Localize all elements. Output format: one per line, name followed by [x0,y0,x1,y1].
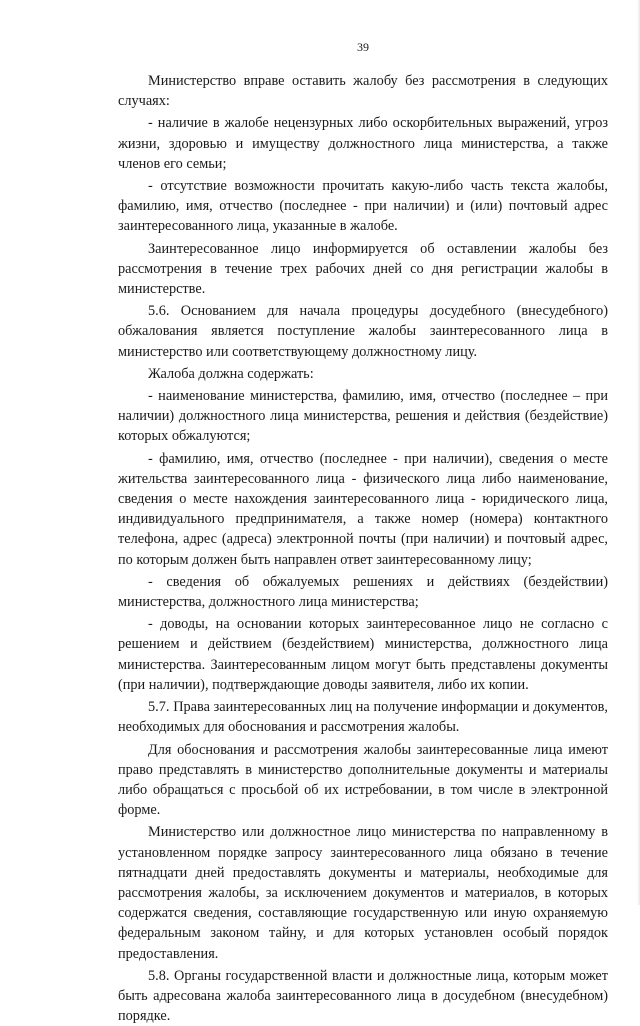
paragraph: 5.8. Органы государственной власти и должностные лица, которым может быть адресована жалоба заинтересованного лица в досудебном (внесудебном) порядке. [118,967,608,1025]
paragraph: Заинтересованное лицо информируется об оставлении жалобы без рассмотрения в течение трех рабочих дней со дня регистрации жалобы в министерстве. [118,240,608,298]
paragraph: Министерство или должностное лицо министерства по направленному в установленном порядке запросу заинтересованного лица обязано в течение пятнадцати дней предоставлять документы и материалы, необходимые для рассмотрения жалобы, за исключением документов и материалов, в которых содержатся сведения, составляющие государственную или иную охраняемую федеральным законом тайну, и для которых установлен особый порядок предоставления. [118,824,608,962]
paragraph: Жалоба должна содержать: [148,365,314,382]
paragraph: - наименование министерства, фамилию, имя, отчество (последнее – при наличии) должностного лица министерства, решения и действия (бездействие) которых обжалуются; [118,388,608,445]
paragraph: 5.6. Основанием для начала процедуры досудебного (внесудебного) обжалования является поступление жалобы заинтересованного лица в министерство или соответствующему должностному лицу. [118,303,608,360]
paragraph: - фамилию, имя, отчество (последнее - при наличии), сведения о месте жительства заинтересованного лица - физического лица либо наименование, сведения о месте нахождения заинтересованного лица - юридического лица, индивидуального предпринимателя, а также номер (номера) контактного телефона, адрес (адреса) электронной почты (при наличии) и почтовый адрес, по которым должен быть направлен ответ заинтересованному лицу; [118,450,608,568]
paragraph: Министерство вправе оставить жалобу без рассмотрения в следующих случаях: [118,73,608,110]
page-number: 39 [357,40,369,54]
paragraph: Для обоснования и рассмотрения жалобы заинтересованные лица имеют право представлять в министерство дополнительные документы и материалы либо обращаться с просьбой об их истребовании, в том числе в электронной форме. [118,741,608,819]
paragraph: - отсутствие возможности прочитать какую-либо часть текста жалобы, фамилию, имя, отчество (последнее - при наличии) и (или) почтовый адрес заинтересованного лица, указанные в жалобе. [118,178,608,235]
paragraph: - наличие в жалобе нецензурных либо оскорбительных выражений, угроз жизни, здоровью и имуществу должностного лица министерства, а также членов его семьи; [118,115,608,172]
paragraph: - сведения об обжалуемых решениях и действиях (бездействии) министерства, должностного лица министерства; [118,573,608,611]
paragraph: - доводы, на основании которых заинтересованное лицо не согласно с решением и действием (бездействием) министерства, должностного лица министерства. Заинтересованным лицом могут быть представлены документы (при наличии), подтверждающие доводы заявителя, либо их копии. [118,616,608,693]
paragraph: 5.7. Права заинтересованных лиц на получение информации и документов, необходимых для обоснования и рассмотрения жалобы. [118,699,608,736]
